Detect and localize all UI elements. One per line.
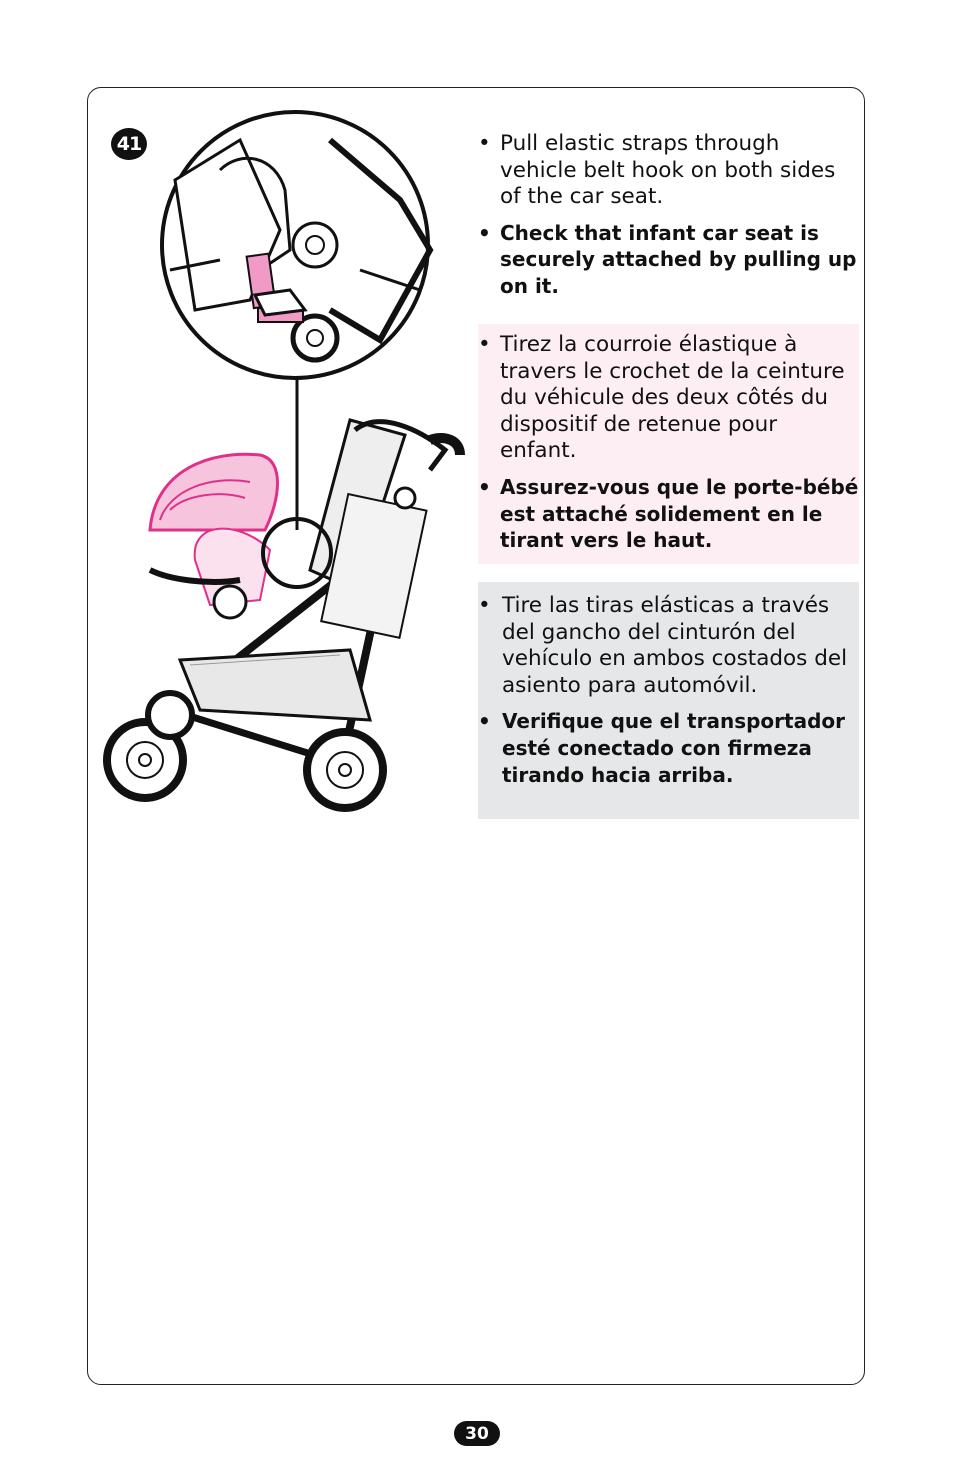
infant-car-seat [150, 454, 278, 618]
wheel-rear [307, 732, 383, 808]
zoom-detail-circle [162, 112, 430, 378]
page-number-badge: 30 [454, 1421, 500, 1446]
wheel-front-right [148, 693, 192, 737]
spanish-instructions [478, 582, 859, 819]
french-instructions [478, 324, 859, 564]
stroller-illustration [100, 110, 480, 820]
english-instructions [478, 131, 859, 309]
english-item-2: • Check that infant car seat is securely attached by pulling up on it. [478, 220, 859, 300]
spanish-item-1: • Tire las tiras elásticas a través del gancho del cinturón del vehículo en ambos costados del asiento para automóvil. [478, 593, 859, 699]
french-item-1: • Tirez la courroie élastique à travers le crochet de la ceinture du véhicule des deux côtés du dispositif de retenue pour enfant. [478, 332, 859, 465]
spanish-item-2: • Verifique que el transportador esté conectado con firmeza tirando hacia arriba. [478, 708, 859, 788]
english-item-1: • Pull elastic straps through vehicle belt hook on both sides of the car seat. [478, 131, 859, 211]
french-item-2: • Assurez-vous que le porte-bébé est attaché solidement en le tirant vers le haut. [478, 474, 859, 554]
step-number-badge: 41 [111, 128, 147, 160]
